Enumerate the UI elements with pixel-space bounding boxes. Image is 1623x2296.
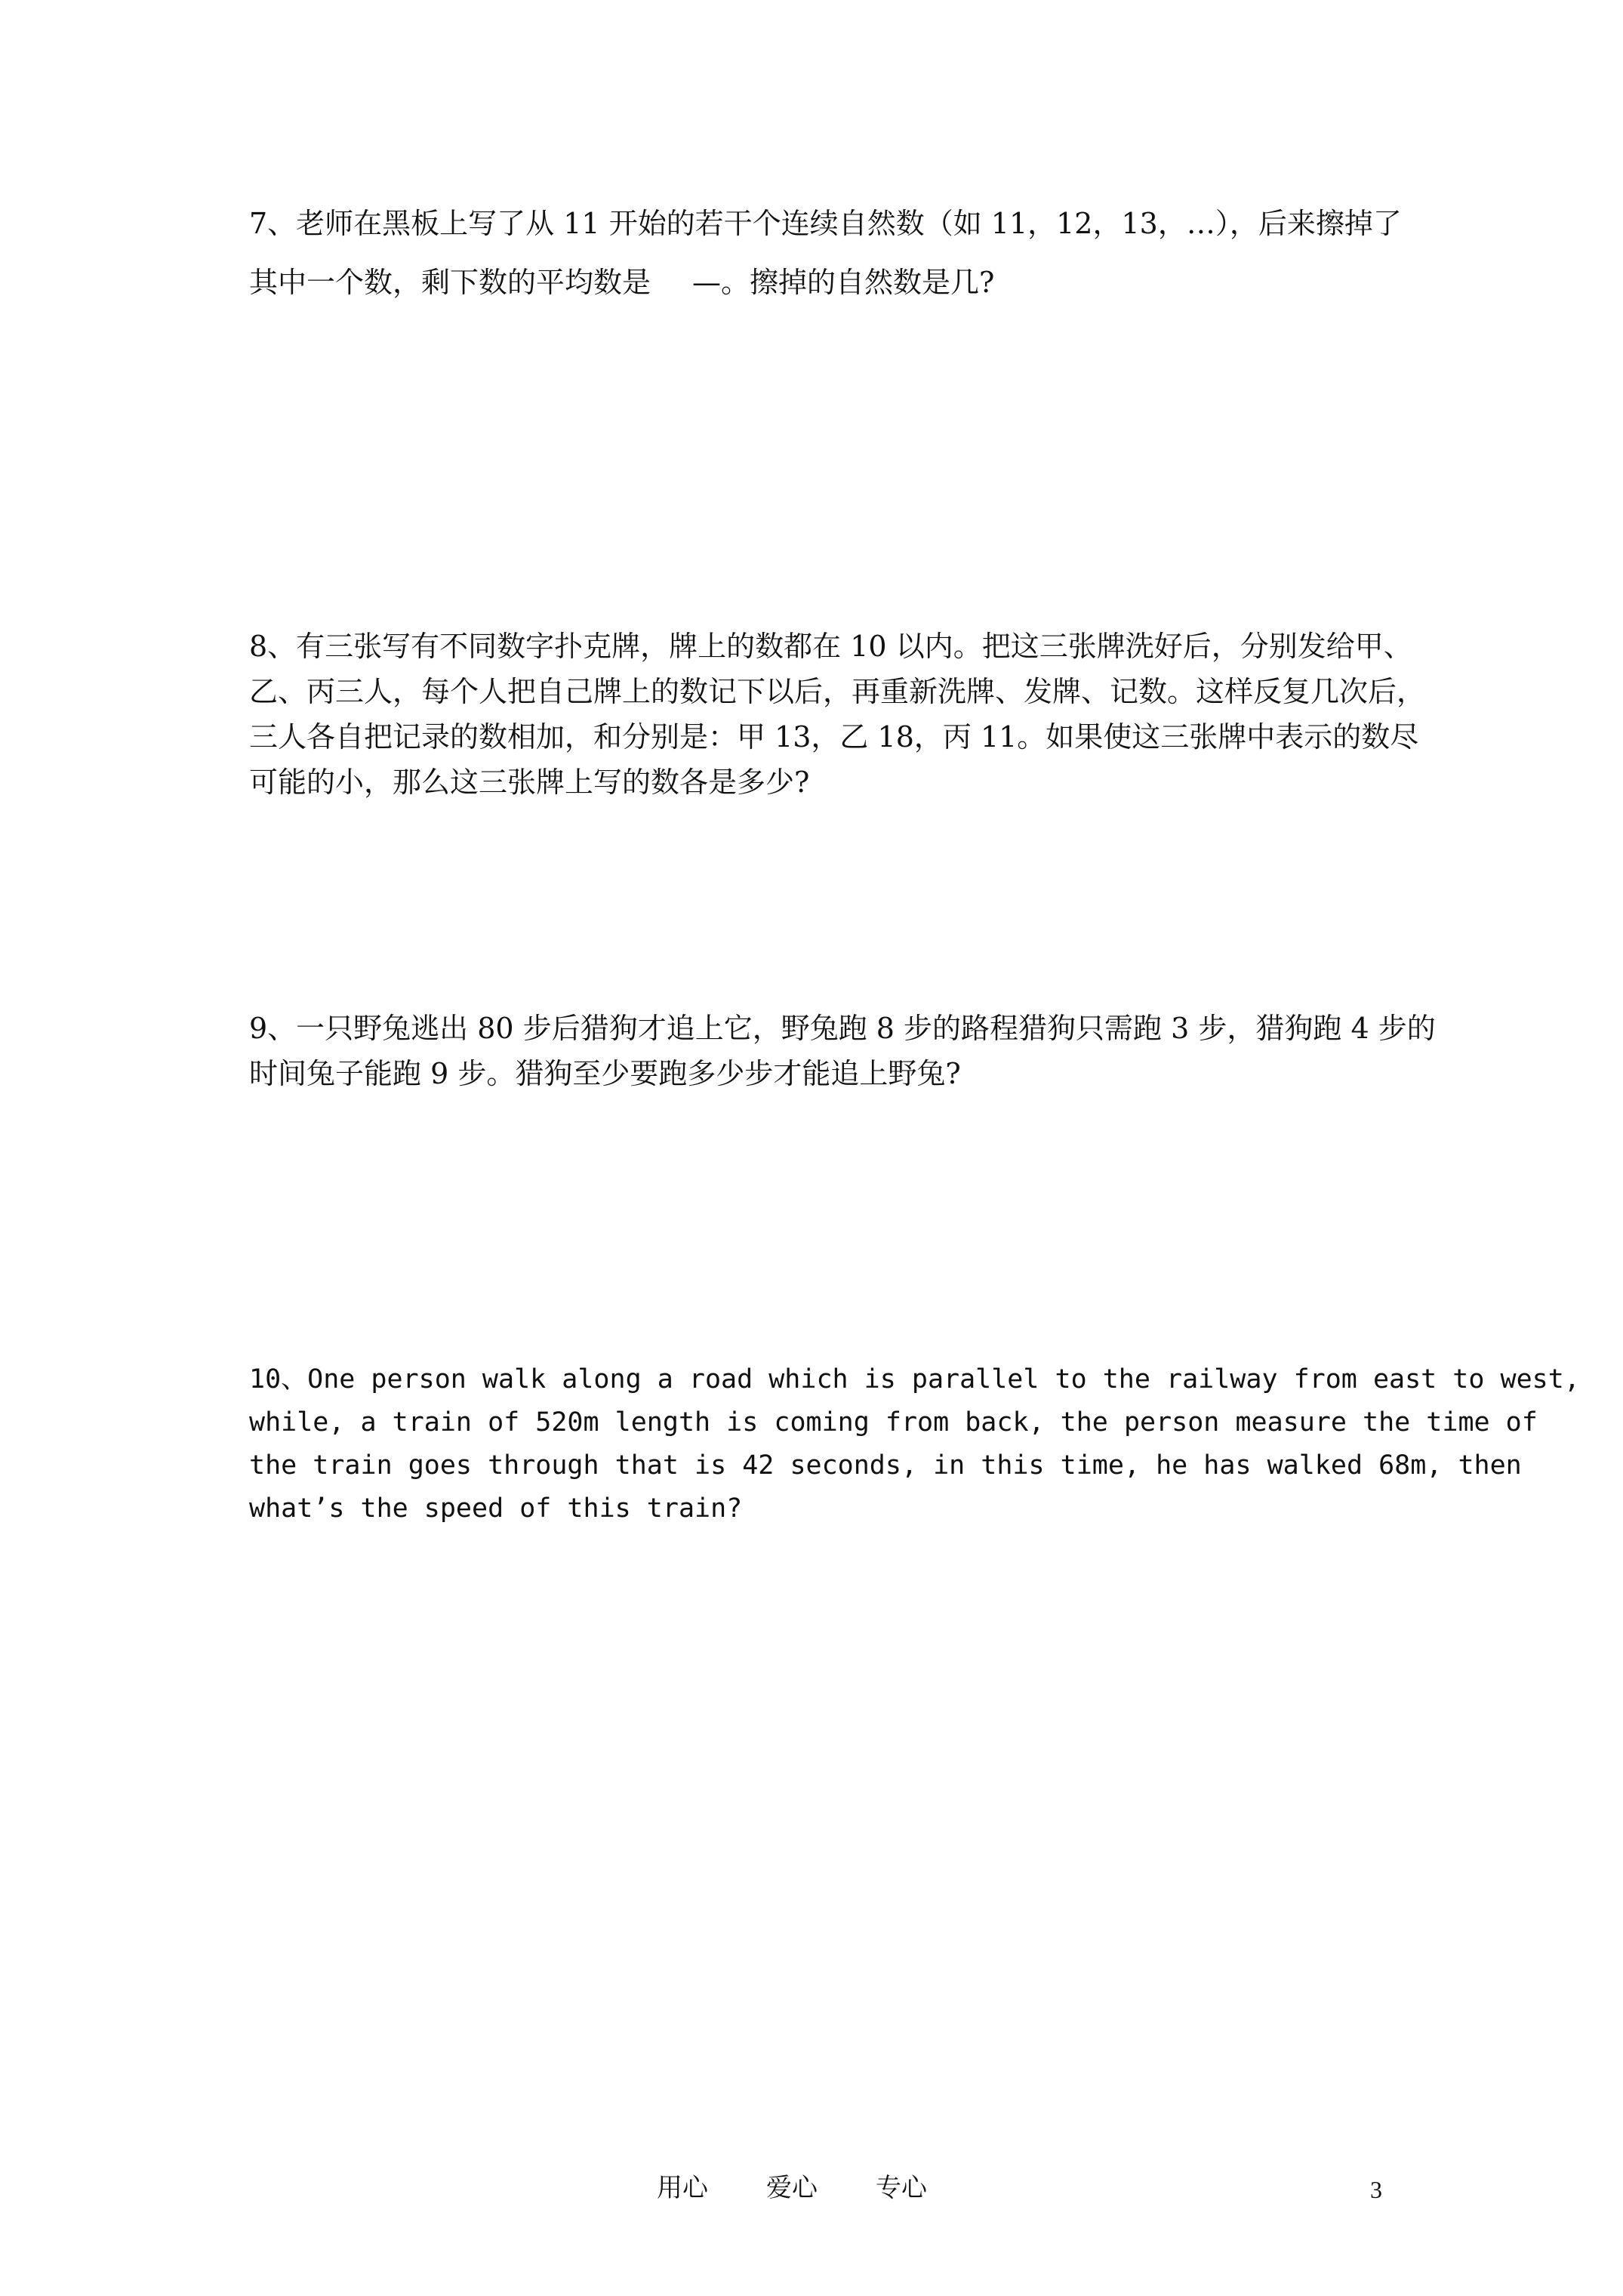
question-9-line-1: 9、一只野兔逃出 80 步后猎狗才追上它，野兔跑 8 步的路程猎狗只需跑 3 步，猎狗跑 4 步的 (249, 1012, 1436, 1045)
question-10-line-3: the train goes through that is 42 seconds, in this time, he has walked 68m, then (249, 1450, 1522, 1481)
question-10-line-2: while, a train of 520m length is coming from back, the person measure the time of (249, 1407, 1538, 1438)
question-7-line-2-after-blank: —。擦掉的自然数是几? (692, 266, 995, 299)
question-8-line-4: 可能的小，那么这三张牌上写的数各是多少? (249, 766, 810, 799)
question-7-line-2-before-blank: 其中一个数，剩下数的平均数是 (249, 266, 651, 299)
question-8-line-1: 8、有三张写有不同数字扑克牌，牌上的数都在 10 以内。把这三张牌洗好后，分别发给甲、 (249, 630, 1412, 663)
question-10-line-1: 10、One person walk along a road which is parallel to the railway from east to west, (249, 1364, 1580, 1395)
footer-word-2: 爱心 (766, 2173, 818, 2203)
question-9-line-2: 时间兔子能跑 9 步。猎狗至少要跑多少步才能追上野兔? (249, 1057, 961, 1090)
question-10-line-4: what’s the speed of this train? (249, 1493, 743, 1524)
footer-word-3: 专心 (876, 2173, 927, 2203)
page-number: 3 (1370, 2176, 1382, 2203)
question-8-line-2: 乙、丙三人，每个人把自己牌上的数记下以后，再重新洗牌、发牌、记数。这样反复几次后， (249, 675, 1426, 708)
question-8-line-3: 三人各自把记录的数相加，和分别是：甲 13，乙 18，丙 11。如果使这三张牌中表示的数尽 (249, 720, 1419, 754)
footer-word-1: 用心 (657, 2173, 708, 2203)
question-7-line-1: 7、老师在黑板上写了从 11 开始的若干个连续自然数（如 11，12，13，…），后来擦掉了 (249, 207, 1402, 240)
question-7-line-2 (249, 264, 994, 300)
